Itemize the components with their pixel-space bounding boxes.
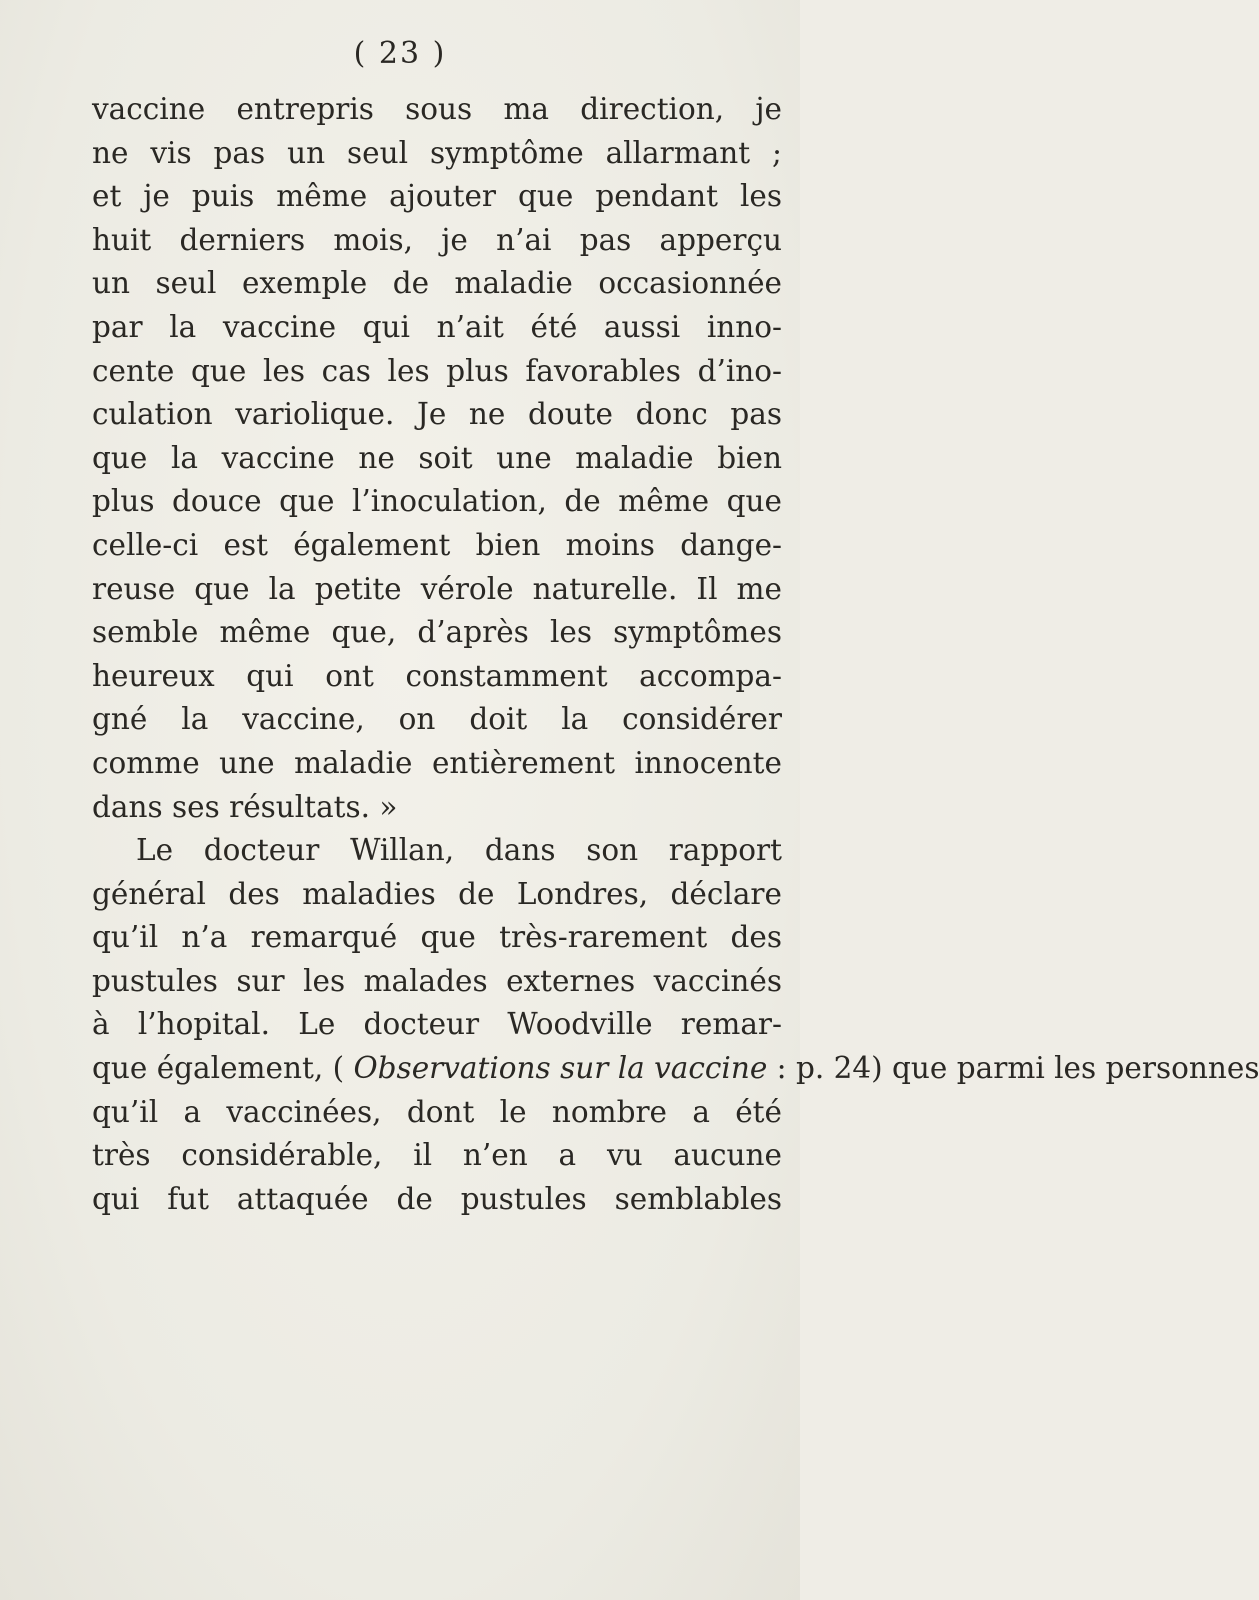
- text-line: heureux qui ont constamment accompa-: [92, 658, 782, 693]
- body-text: [92, 88, 1259, 1221]
- text-line-paragraph-end: dans ses résultats. »: [92, 789, 398, 824]
- text-line: qu’il n’a remarqué que très-rarement des: [92, 920, 782, 955]
- text-line: ne vis pas un seul symptôme allarmant ;: [92, 135, 782, 170]
- text-line: un seul exemple de maladie occasionnée: [92, 266, 782, 301]
- text-line: pustules sur les malades externes vaccinés: [92, 963, 782, 998]
- text-line-paragraph-start: Le docteur Willan, dans son rapport: [136, 833, 782, 868]
- text-line: plus douce que l’inoculation, de même que: [92, 484, 782, 519]
- text-line: à l’hopital. Le docteur Woodville remar-: [92, 1007, 782, 1042]
- text-line: cente que les cas les plus favorables d’ino-: [92, 353, 782, 388]
- text-line: comme une maladie entièrement innocente: [92, 745, 782, 780]
- text-line: que la vaccine ne soit une maladie bien: [92, 440, 782, 475]
- text-line: culation variolique. Je ne doute donc pas: [92, 397, 782, 432]
- text-line: et je puis même ajouter que pendant les: [92, 179, 782, 214]
- text-line-citation: [92, 1047, 1259, 1091]
- text-line: très considérable, il n’en a vu aucune: [92, 1138, 782, 1173]
- text-line: général des maladies de Londres, déclare: [92, 876, 782, 911]
- text-line: reuse que la petite vérole naturelle. Il me: [92, 571, 782, 606]
- citation-italic-title: Observations sur la vaccine: [353, 1051, 768, 1086]
- page-number: ( 23 ): [353, 36, 447, 71]
- text-line: celle-ci est également bien moins dange-: [92, 527, 782, 562]
- citation-trail-text: : p. 24) que parmi les personnes: [776, 1051, 1259, 1086]
- text-line: huit derniers mois, je n’ai pas apperçu: [92, 222, 782, 257]
- text-line: semble même que, d’après les symptômes: [92, 615, 782, 650]
- text-line: vaccine entrepris sous ma direction, je: [92, 92, 782, 126]
- citation-lead-text: que également, (: [92, 1051, 345, 1086]
- text-line: qui fut attaquée de pustules semblables: [92, 1181, 782, 1216]
- text-line: qu’il a vaccinées, dont le nombre a été: [92, 1094, 782, 1129]
- text-line: gné la vaccine, on doit la considérer: [92, 702, 782, 737]
- text-line: par la vaccine qui n’ait été aussi inno-: [92, 309, 782, 344]
